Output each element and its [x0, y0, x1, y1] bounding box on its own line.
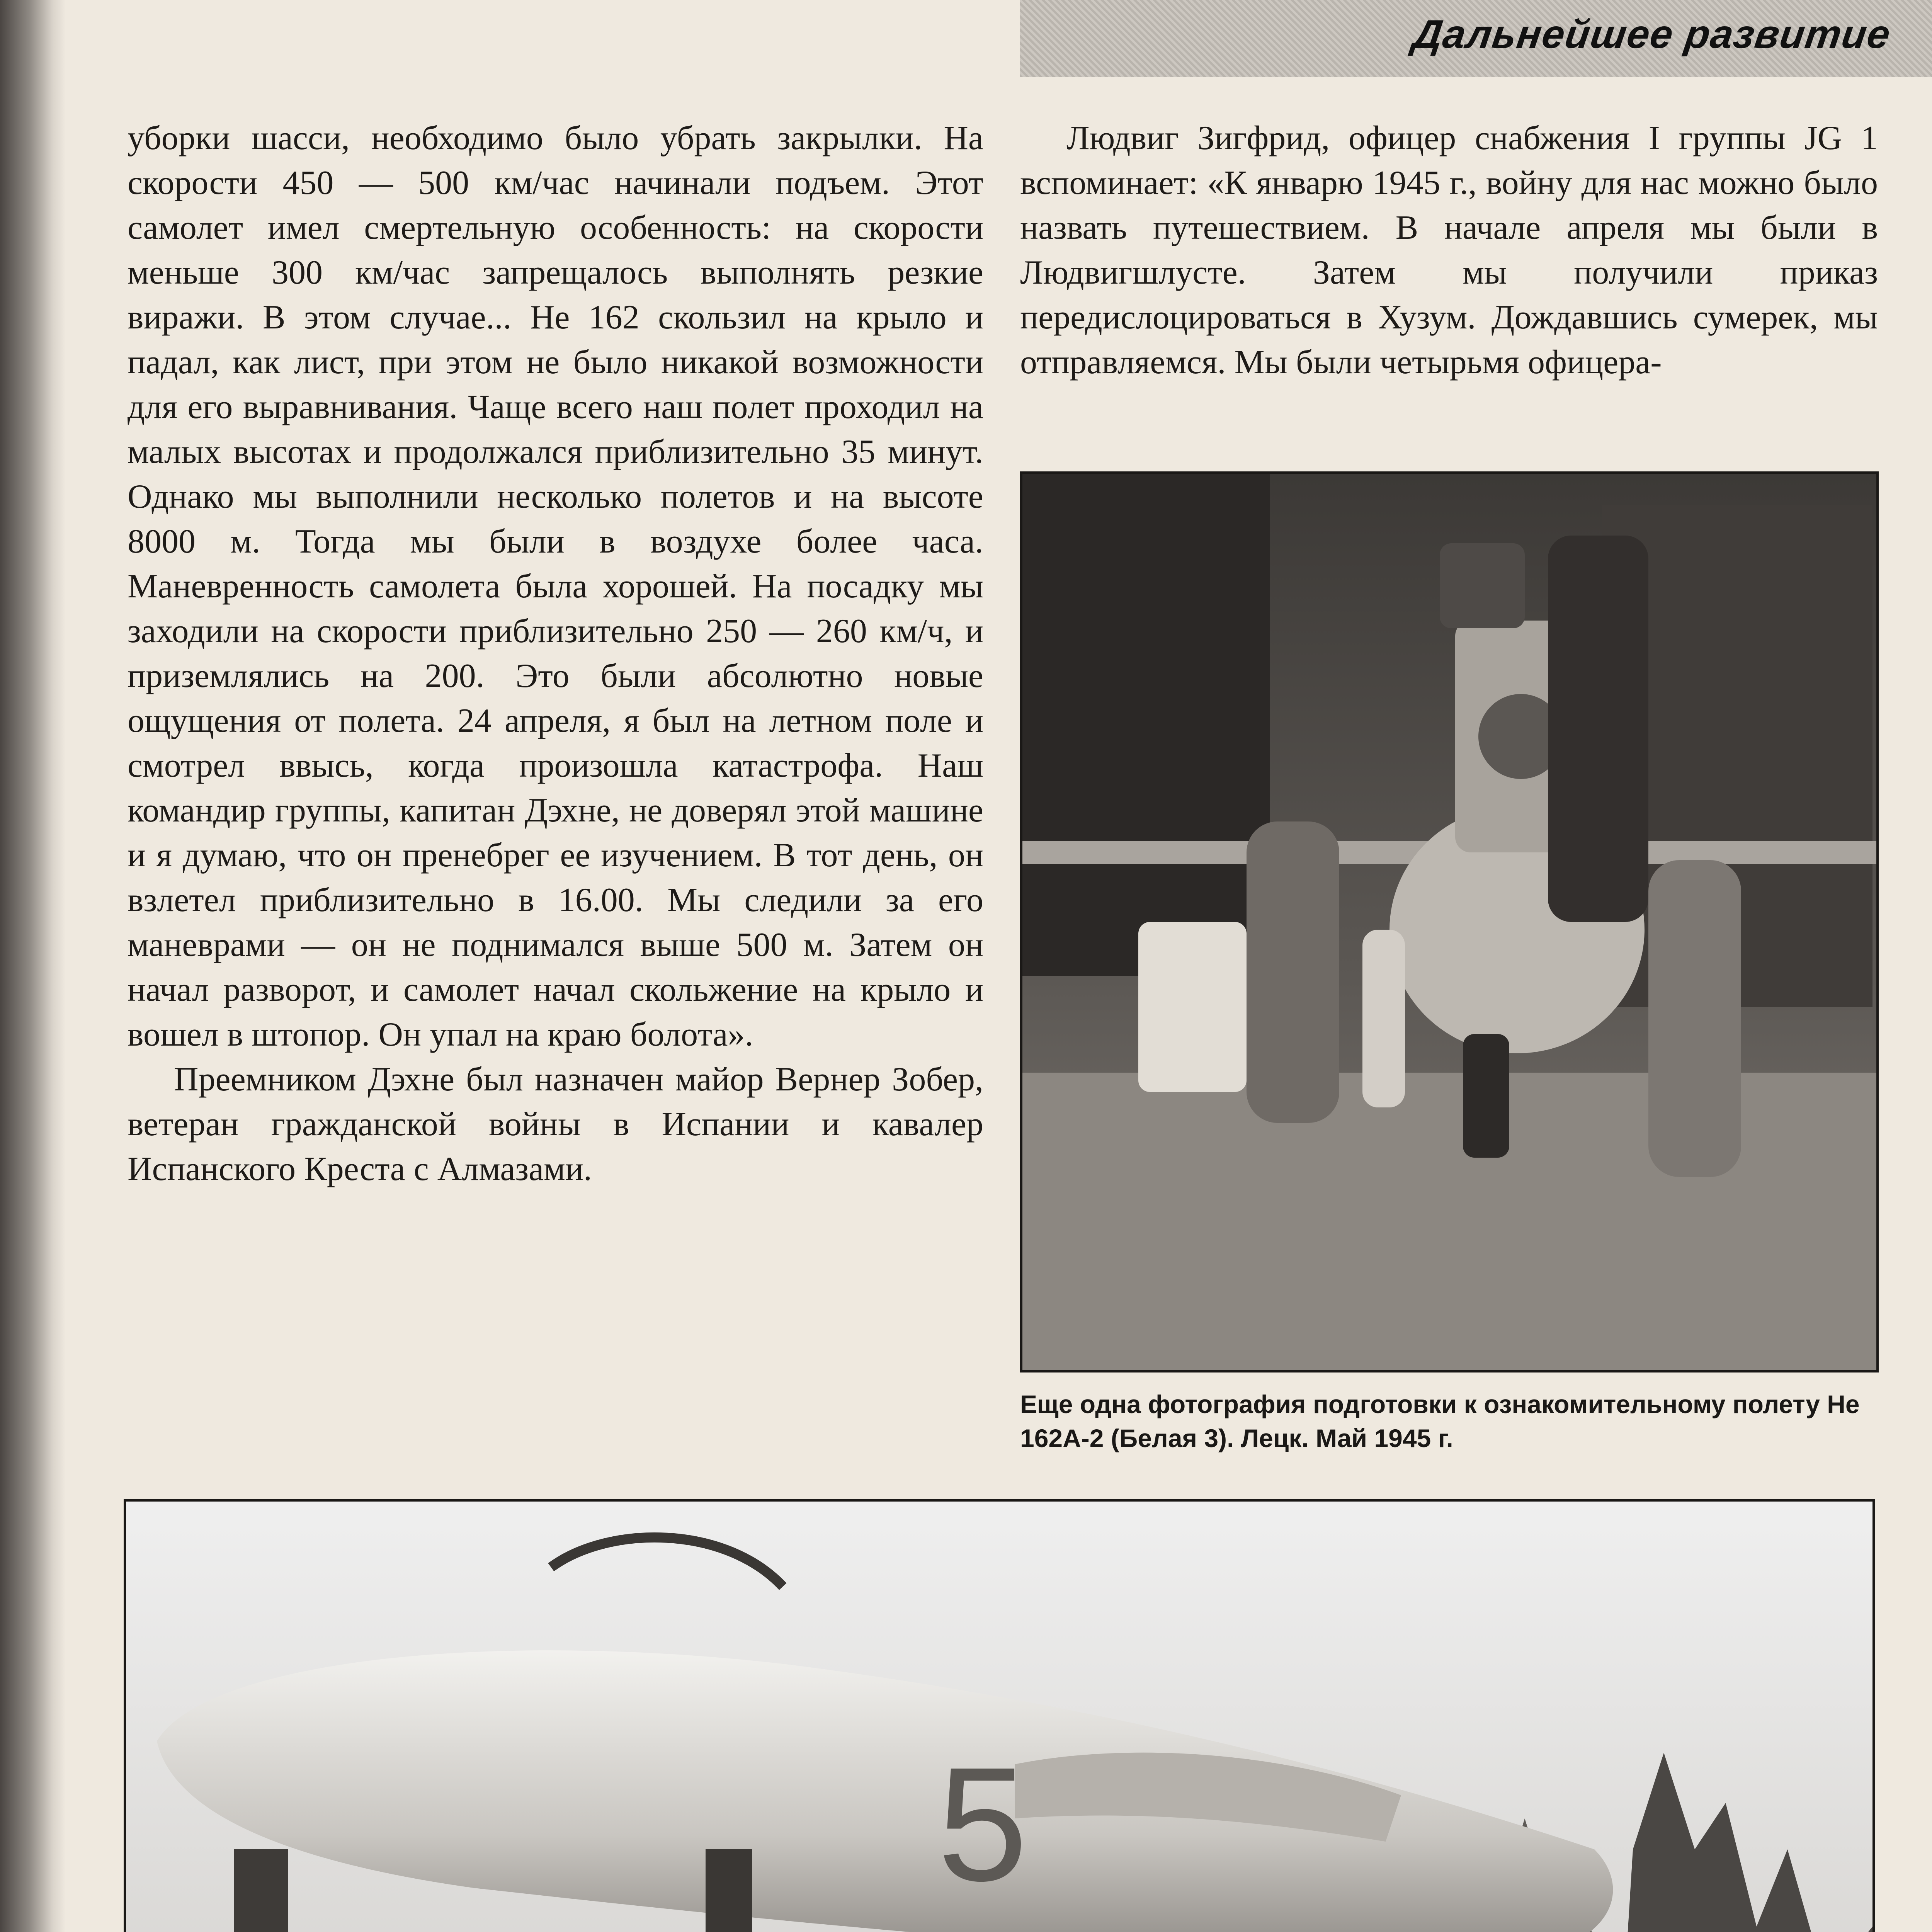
paragraph: уборки шасси, необходимо было убрать закрылки. На скорости 450 — 500 км/час начинали подъем. Этот самолет имел смертельную особенность: на скорости меньше 300 км/час запрещалось выполнять резкие виражи. В этом случае... Не 162 скользил на крыло и падал, как лист, при этом не было никакой возможности для его выравнивания. Чаще всего наш полет проходил на малых высотах и продолжался приблизительно 35 минут. Однако мы выполнили несколько полетов и на высоте 8000 м. Тогда мы были в воздухе более часа. Маневренность самолета была хорошей. На посадку мы заходили на скорости приблизительно 250 — 260 км/ч, и приземлялись на 200. Это были абсолютно новые ощущения от полета. 24 апреля, я был на летном поле и смотрел ввысь, когда произошла катастрофа. Наш командир группы, капитан Дэхне, не доверял этой машине и я думаю, что он пренебрег ее изучением. В тот день, он взлетел приблизительно в 16.00. Мы следили за его маневрами — он не поднимался выше 500 м. Затем он начал разворот, и самолет начал скольжение на крыло и вошел в штопор. Он упал на краю болота».: [128, 119, 983, 1053]
left-text-column: [128, 116, 983, 1192]
svg-text:5: 5: [937, 1734, 1028, 1915]
book-spine-shadow: [0, 0, 66, 1932]
section-title: Дальнейшее развитие: [1410, 12, 1894, 57]
running-header: [1020, 0, 1932, 77]
photo-fuselage-on-railcar: [124, 1499, 1875, 1932]
right-text-column: [1020, 116, 1878, 385]
photo1-caption: Еще одна фотография подготовки к ознакомительному полету Не 162А-2 (Белая 3). Лецк. Май 1945 г.: [1020, 1390, 1860, 1452]
paragraph: Преемником Дэхне был назначен майор Вернер Зобер, ветеран гражданской войны в Испании и кавалер Испанского Креста с Алмазами.: [128, 1061, 983, 1188]
photo-aircraft-preparation: [1020, 471, 1879, 1372]
paragraph: Людвиг Зигфрид, офицер снабжения I группы JG 1 вспоминает: «К январю 1945 г., войну для нас можно было назвать путешествием. В начале апреля мы были в Людвигшлусте. Затем мы получили приказ передислоцироваться в Хузум. Дождавшись сумерек, мы отправляемся. Мы были четырьмя офицера-: [1020, 119, 1878, 381]
